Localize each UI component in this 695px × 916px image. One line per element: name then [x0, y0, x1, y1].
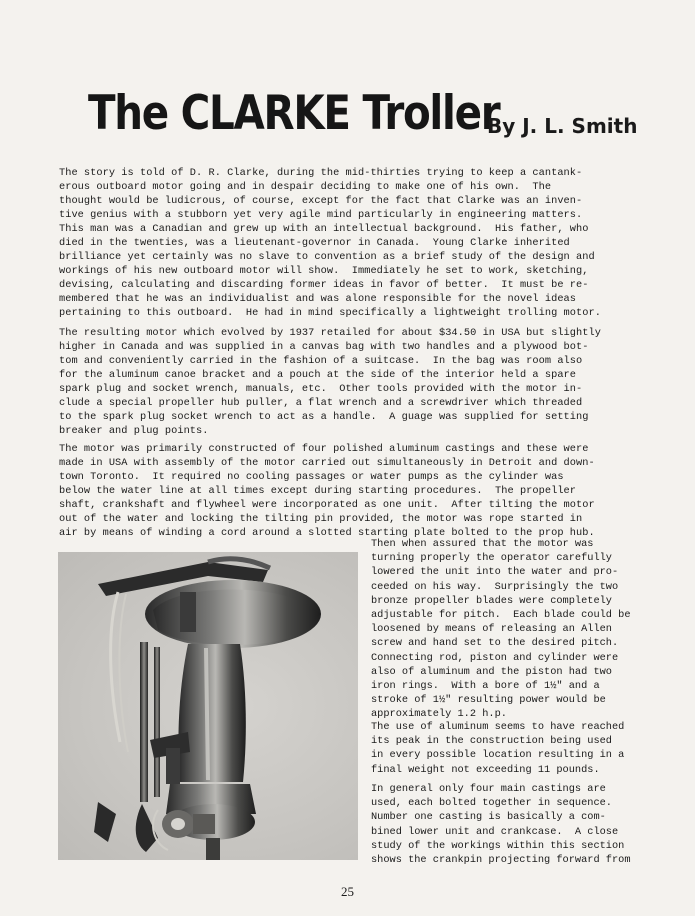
page-number: 25 [341, 884, 354, 899]
text-line: ceeded on his way. Surprisingly the two [371, 580, 619, 593]
text-line: iron rings. With a bore of 1½" and a [371, 679, 600, 692]
text-line: thought would be ludicrous, of course, except for the fact that Clarke was an inven- [59, 195, 583, 207]
text-line: bronze propeller blades were completely [371, 594, 612, 607]
text-line: in every possible location resulting in a [371, 749, 625, 762]
text-line: Connecting rod, piston and cylinder were [371, 651, 619, 664]
text-line: also of aluminum and the piston had two [371, 665, 612, 678]
text-line: tom and conveniently carried in the fashion of a suitcase. In the bag was room also [59, 355, 583, 367]
text-line: In general only four main castings are [371, 783, 606, 795]
text-line: erous outboard motor going and in despair deciding to make one of his own. The [59, 181, 552, 193]
body-paragraph-1 [59, 166, 659, 320]
text-line: turning properly the operator carefully [371, 552, 612, 565]
text-line: below the water line at all times except during starting procedures. The propeller [59, 485, 577, 497]
article-byline: By J. L. Smith [487, 114, 638, 138]
text-line: brilliance yet certainly was no slave to convention as a brief study of the design and [59, 251, 595, 263]
text-line: approximately 1.2 h.p. [371, 708, 507, 721]
body-paragraph-3 [59, 442, 659, 540]
article-title: The CLARKE Troller [88, 86, 500, 141]
text-line: bined lower unit and crankcase. A close [371, 825, 619, 838]
side-column-paragraph-1 [371, 537, 661, 721]
text-line: study of the workings within this section [371, 839, 625, 852]
text-line: membered that he was an individualist and was alone responsible for the novel ideas [59, 293, 577, 305]
text-line: loosened by means of releasing an Allen [371, 623, 612, 636]
side-column-paragraph-2 [371, 720, 661, 777]
text-line: lowered the unit into the water and pro- [371, 566, 619, 579]
text-line: Then when assured that the motor was [371, 538, 594, 550]
text-line: clude a special propeller hub puller, a flat wrench and a screwdriver which threaded [59, 397, 583, 409]
body-paragraph-2 [59, 326, 659, 438]
text-line: to the spark plug socket wrench to act as a handle. A guage was supplied for setting [59, 411, 589, 423]
text-line: shaft, crankshaft and flywheel were incorporated as one unit. After tilting the motor [59, 499, 595, 511]
text-line: air by means of winding a cord around a slotted starting plate bolted to the prop hub. [59, 527, 595, 539]
text-line: used, each bolted together in sequence. [371, 797, 612, 810]
text-line: stroke of 1½" resulting power would be [371, 694, 606, 707]
text-line: pertaining to this outboard. He had in mind specifically a lightweight trolling motor. [59, 307, 601, 319]
text-line: screw and hand set to the desired pitch. [371, 637, 619, 650]
text-line: workings of his new outboard motor will show. Immediately he set to work, sketching, [59, 265, 589, 277]
text-line: spark plug and socket wrench, manuals, etc. Other tools provided with the motor in- [59, 383, 583, 395]
text-line: The story is told of D. R. Clarke, during the mid-thirties trying to keep a cantank- [59, 167, 583, 179]
text-line: shows the crankpin projecting forward from [371, 853, 631, 866]
text-line: The resulting motor which evolved by 1937 retailed for about $34.50 in USA but slightly [59, 327, 601, 339]
article-header [88, 86, 658, 146]
side-column-paragraph-3 [371, 782, 661, 867]
text-line: made in USA with assembly of the motor carried out simultaneously in Detroit and down- [59, 457, 595, 469]
text-line: The use of aluminum seems to have reached [371, 721, 625, 733]
text-line: adjustable for pitch. Each blade could be [371, 608, 631, 621]
text-line: devising, calculating and discarding former ideas in favor of better. It must be re- [59, 279, 589, 291]
text-line: higher in Canada and was supplied in a canvas bag with two handles and a plywood bot- [59, 341, 589, 353]
text-line: town Toronto. It required no cooling passages or water pumps as the cylinder was [59, 471, 564, 483]
text-line: This man was a Canadian and grew up with an intellectual background. His father, who [59, 223, 589, 235]
text-line: its peak in the construction being used [371, 735, 612, 748]
text-line: for the aluminum canoe bracket and a pouch at the side of the interior held a spare [59, 369, 577, 381]
text-line: tive genius with a stubborn yet very agile mind particularly in engineering matters. [59, 209, 583, 221]
motor-photo [58, 552, 358, 860]
text-line: final weight not exceeding 11 pounds. [371, 763, 600, 776]
text-line: died in the twenties, was a lieutenant-governor in Canada. Young Clarke inherited [59, 237, 570, 249]
text-line: breaker and plug points. [59, 425, 209, 437]
outboard-motor-illustration [58, 552, 358, 860]
text-line: The motor was primarily constructed of four polished aluminum castings and these were [59, 443, 589, 455]
text-line: out of the water and locking the tilting pin provided, the motor was rope started in [59, 513, 583, 525]
text-line: Number one casting is basically a com- [371, 811, 606, 824]
